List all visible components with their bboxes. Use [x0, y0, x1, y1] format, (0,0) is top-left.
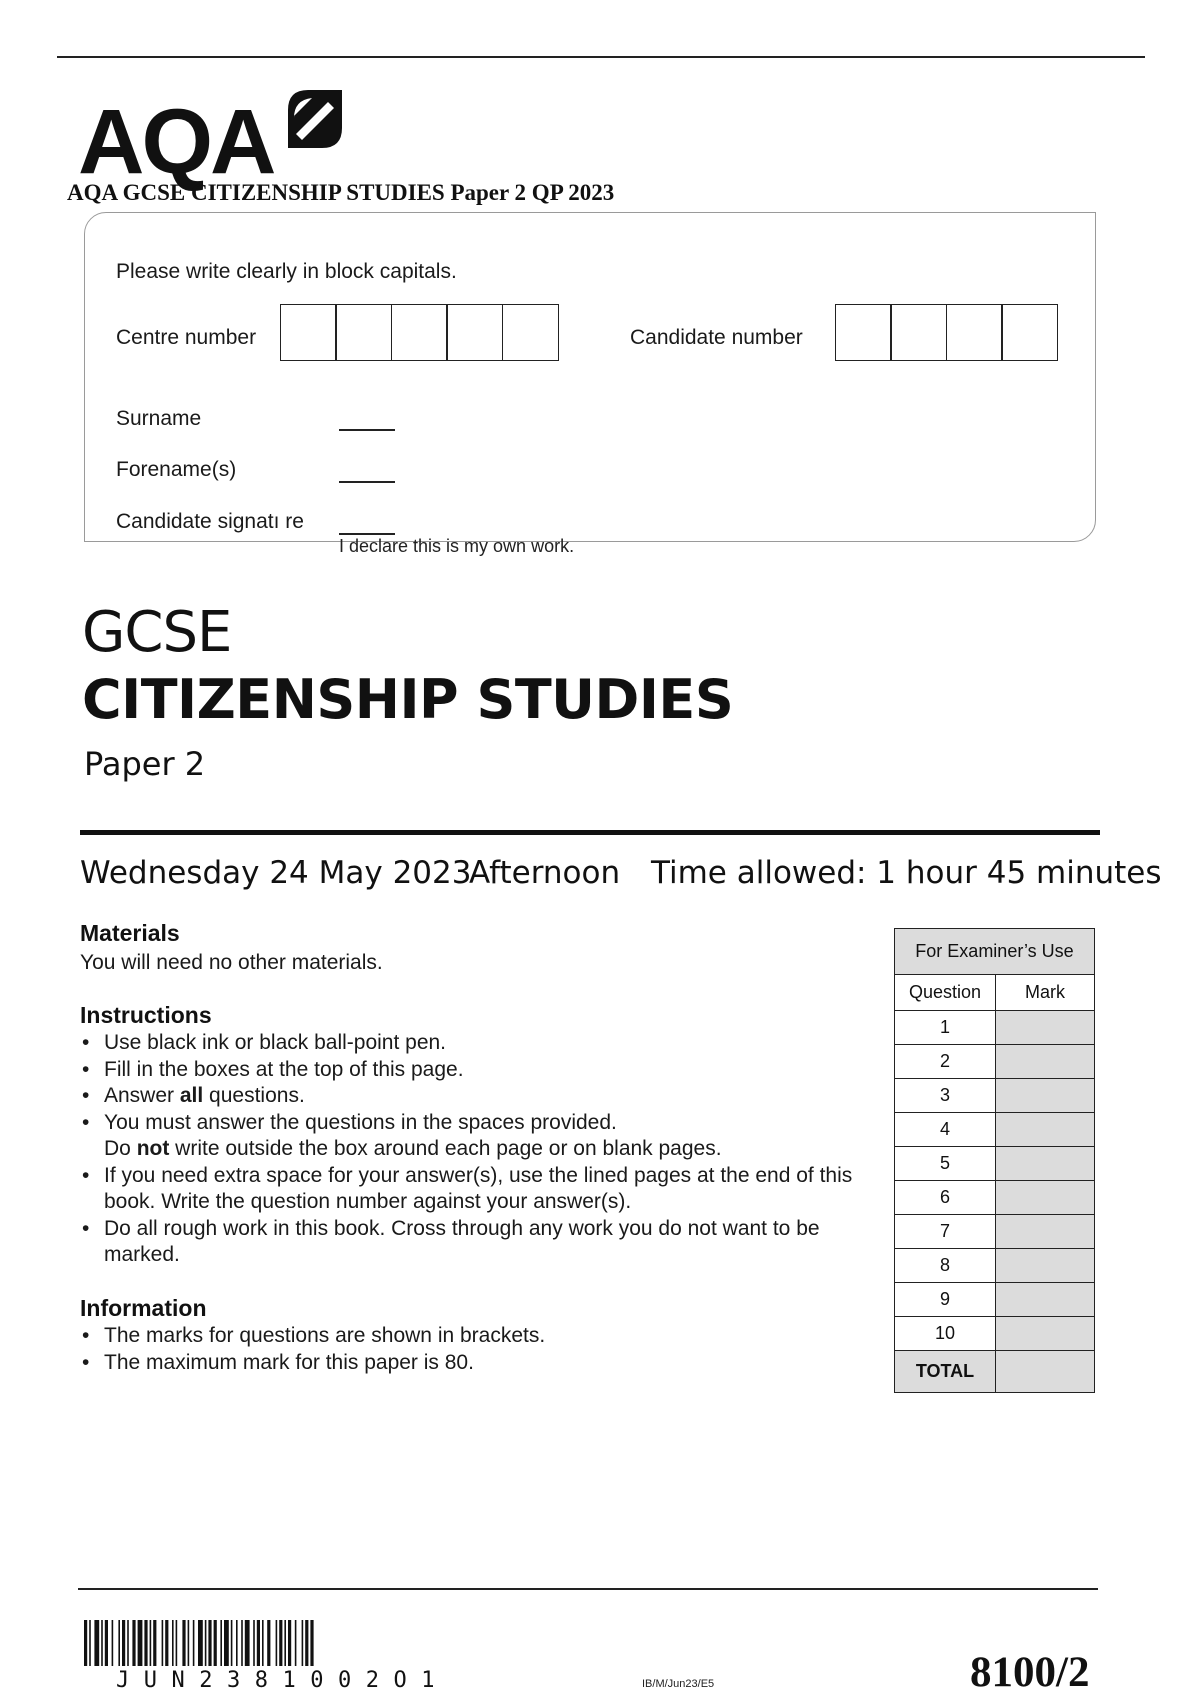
table-row: [895, 1113, 1095, 1147]
forenames-label: Forename(s): [116, 458, 237, 481]
signature-label: Candidate signatı re: [116, 510, 304, 533]
candidate-number-label: Candidate number: [630, 326, 803, 349]
candidate-digit-box[interactable]: [946, 304, 1003, 361]
bottom-rule: [78, 1588, 1098, 1590]
information-heading: Information: [80, 1295, 207, 1321]
form-intro: Please write clearly in block capitals.: [116, 260, 457, 283]
total-label: TOTAL: [895, 1351, 996, 1393]
aqa-logo: AQA: [78, 91, 274, 193]
examiners-use-title: For Examiner’s Use: [895, 929, 1095, 975]
question-column-header: Question: [895, 975, 996, 1011]
surname-field[interactable]: [339, 429, 395, 431]
mark-cell[interactable]: [996, 1317, 1095, 1351]
candidate-digit-box[interactable]: [835, 304, 892, 361]
exam-date: Wednesday 24 May 2023: [80, 855, 472, 891]
table-row: [895, 1011, 1095, 1045]
candidate-digit-box[interactable]: [890, 304, 947, 361]
mark-cell[interactable]: [996, 1283, 1095, 1317]
instruction-item: • If you need extra space for your answer(s), use the lined pages at the end of this book. Write the question number against your answer(s).: [80, 1163, 884, 1216]
table-row: [895, 1283, 1095, 1317]
qualification-level: GCSE: [82, 600, 232, 665]
reference-code: IB/M/Jun23/E5: [642, 1678, 715, 1690]
question-number: 5: [895, 1147, 996, 1181]
question-number: 1: [895, 1011, 996, 1045]
instruction-item: • You must answer the questions in the spaces provided. Do not write outside the box around each page or on blank pages.: [80, 1110, 870, 1163]
paper-number: Paper 2: [84, 745, 206, 783]
centre-digit-box[interactable]: [502, 304, 559, 361]
mark-column-header: Mark: [996, 975, 1095, 1011]
mark-cell[interactable]: [996, 1181, 1095, 1215]
mark-cell[interactable]: [996, 1011, 1095, 1045]
table-row: [895, 1317, 1095, 1351]
table-row: [895, 1079, 1095, 1113]
table-row: [895, 1181, 1095, 1215]
question-number: 10: [895, 1317, 996, 1351]
surname-label: Surname: [116, 407, 202, 430]
centre-digit-box[interactable]: [391, 304, 448, 361]
information-list: [80, 1323, 840, 1376]
instruction-item: • Answer all questions.: [80, 1083, 870, 1110]
instructions-list: [80, 1030, 870, 1269]
centre-digit-box[interactable]: [446, 304, 503, 361]
mark-cell[interactable]: [996, 1147, 1095, 1181]
instruction-item: • Do all rough work in this book. Cross through any work you do not want to be marked.: [80, 1216, 844, 1269]
title-rule: [80, 830, 1100, 835]
document-title: AQA GCSE CITIZENSHIP STUDIES Paper 2 QP 2023: [67, 180, 615, 205]
paper-code: 8100/2: [970, 1649, 1090, 1696]
question-number: 9: [895, 1283, 996, 1317]
information-item: • The marks for questions are shown in brackets.: [80, 1323, 840, 1350]
information-item: • The maximum mark for this paper is 80.: [80, 1350, 840, 1377]
table-row: [895, 1045, 1095, 1079]
aqa-logo-mark-icon: [286, 88, 344, 150]
materials-text: You will need no other materials.: [80, 951, 383, 974]
mark-cell[interactable]: [996, 1215, 1095, 1249]
time-allowed: Time allowed: 1 hour 45 minutes: [651, 855, 1162, 891]
declaration-text: I declare this is my own work.: [339, 536, 575, 556]
mark-cell[interactable]: [996, 1045, 1095, 1079]
signature-field[interactable]: [339, 533, 395, 535]
mark-cell[interactable]: [996, 1249, 1095, 1283]
candidate-number-boxes[interactable]: [836, 304, 1058, 361]
total-row: [895, 1351, 1095, 1393]
table-row: [895, 1147, 1095, 1181]
table-row: [895, 1249, 1095, 1283]
mark-cell[interactable]: [996, 1113, 1095, 1147]
subject-title: CITIZENSHIP STUDIES: [82, 668, 734, 731]
barcode-icon: [84, 1620, 470, 1672]
centre-number-boxes[interactable]: [281, 304, 559, 361]
question-number: 8: [895, 1249, 996, 1283]
question-number: 4: [895, 1113, 996, 1147]
centre-digit-box[interactable]: [280, 304, 337, 361]
top-rule: [57, 56, 1145, 58]
question-number: 6: [895, 1181, 996, 1215]
instruction-item: • Use black ink or black ball-point pen.: [80, 1030, 870, 1057]
instruction-item: • Fill in the boxes at the top of this page.: [80, 1057, 870, 1084]
candidate-digit-box[interactable]: [1001, 304, 1058, 361]
mark-cell[interactable]: [996, 1079, 1095, 1113]
centre-number-label: Centre number: [116, 326, 257, 349]
forenames-field[interactable]: [339, 481, 395, 483]
exam-session: Afternoon: [469, 855, 621, 891]
question-number: 7: [895, 1215, 996, 1249]
instructions-heading: Instructions: [80, 1002, 212, 1028]
centre-digit-box[interactable]: [335, 304, 392, 361]
table-row: [895, 1215, 1095, 1249]
examiners-use-table: [894, 928, 1095, 1393]
materials-heading: Materials: [80, 920, 180, 946]
question-number: 3: [895, 1079, 996, 1113]
total-mark-cell[interactable]: [996, 1351, 1095, 1393]
barcode-digits: JUN2381002O1: [116, 1668, 449, 1693]
question-number: 2: [895, 1045, 996, 1079]
